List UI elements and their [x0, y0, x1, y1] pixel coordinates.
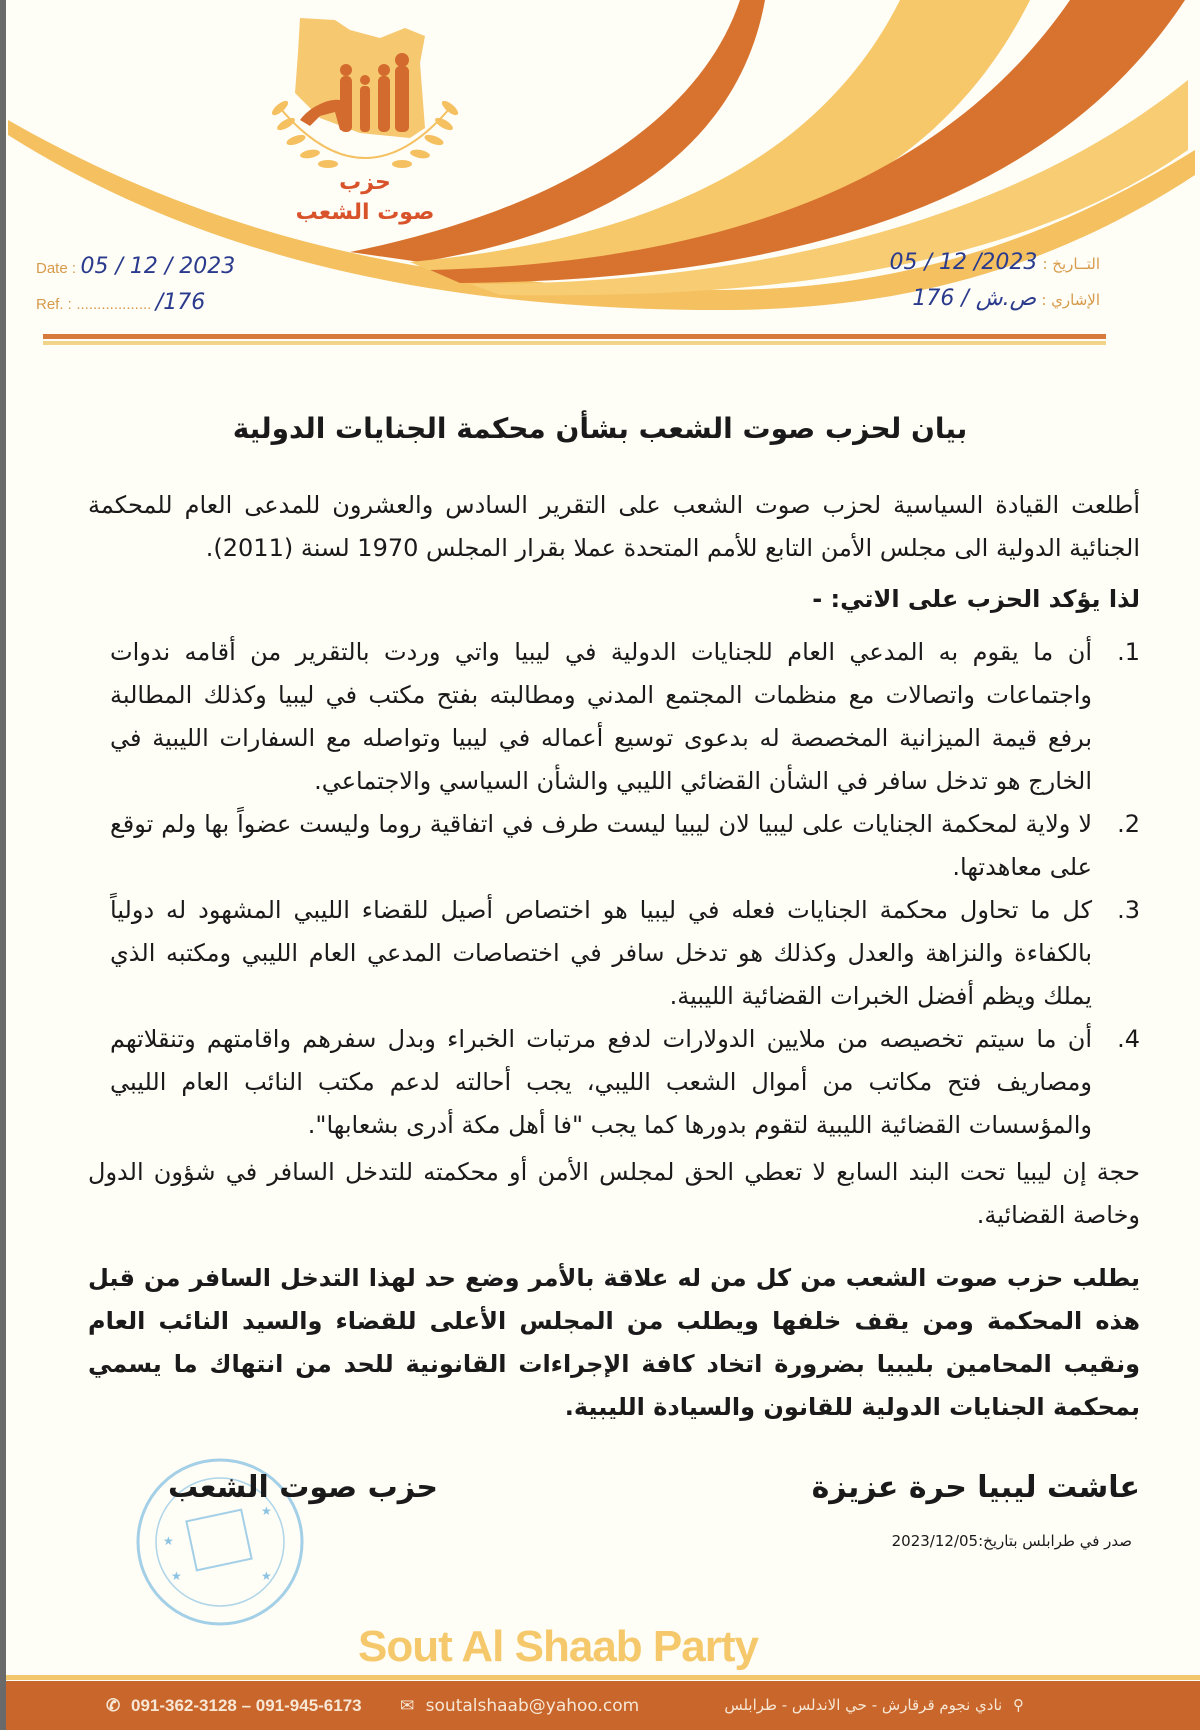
svg-text:★: ★ [261, 1569, 272, 1583]
point-number: 3. [1117, 896, 1140, 924]
date-label-ar: التــاريخ : [1042, 255, 1100, 273]
ref-dots-en: .................. [76, 296, 152, 313]
point-number: 2. [1117, 810, 1140, 838]
address-text: نادي نجوم قرقارش - حي الاندلس - طرابلس [724, 1696, 1003, 1714]
ref-label-ar: الإشاري : [1041, 291, 1100, 309]
footer-bar [6, 1681, 1200, 1730]
statement-title: بيان لحزب صوت الشعب بشأن محكمة الجنايات الدولية [232, 411, 968, 445]
brand-english [0, 1622, 1200, 1672]
meta-english [36, 254, 235, 326]
phone-icon: ✆ [106, 1696, 121, 1715]
location-pin-icon: ⚲ [1013, 1696, 1024, 1714]
points-list [88, 631, 1140, 1147]
ref-label-en: Ref. : [36, 296, 72, 313]
list-item [88, 889, 1140, 1018]
slogan: عاشت ليبيا حرة عزيزة [811, 1470, 1140, 1505]
point-text: أن ما يقوم به المدعي العام للجنايات الدولية في ليبيا واتي وردت بالتقرير من أقامه ندوات واجتماعات واتصالات مع منظمات المجتمع المدني ومطالبته بفتح مكتب في ليبيا وكذلك المطالبة برفع قيمة الميزانية المخصصة له بدعوى توسيع أعماله في ليبيا وتواصله مع السفارات الليبية في الخارج هو تدخل سافر في الشأن القضائي الليبي والشأن السياسي والاجتماعي. [110, 638, 1092, 795]
footer-stripe [6, 1675, 1200, 1680]
lead-heading: لذا يؤكد الحزب على الاتي: - [812, 585, 1140, 613]
envelope-icon: ✉ [400, 1696, 415, 1716]
point-text: أن ما سيتم تخصيصه من ملايين الدولارات لدفع مرتبات الخبراء وبدل سفرهم واقامتهم وتنقلاتهم ومصاريف فتح مكاتب من أموال الشعب الليبي، يجب أحالته لدعم مكتب النائب العام الليبي والمؤسسات القضائية الليبية لتقوم بدورها كما يجب "فا أهل مكة أدرى بشعابها". [110, 1025, 1092, 1139]
footer-address [724, 1696, 1030, 1714]
point-text: كل ما تحاول محكمة الجنايات فعله في ليبيا هو اختصاص أصيل للقضاء الليبي المشهود له دولياً بالكفاءة والنزاهة والعدل وكذلك هو تدخل سافر في اختصاصات المدعي العام الليبي ومكتبه الذي يملك ويظم أفضل الخبرات القضائية الليبية. [110, 896, 1092, 1010]
date-value-en: 05 / 12 / 2023 [80, 254, 236, 279]
logo-party-word: حزب [339, 170, 391, 195]
point-number: 1. [1117, 638, 1140, 666]
statement-body [88, 484, 1140, 1429]
date-label-en: Date : [36, 260, 77, 277]
ref-value-ar: ص.ش / 176 [912, 286, 1037, 311]
date-row-ar [890, 250, 1100, 286]
brand-english-text: Sout Al Shaab Party [358, 1622, 758, 1671]
ref-row-en [36, 290, 235, 326]
phone-numbers: 091-362-3128 – 091-945-6173 [130, 1696, 362, 1715]
date-value-ar: 2023/ 12 / 05 [889, 250, 1038, 275]
demand-paragraph: يطلب حزب صوت الشعب من كل من له علاقة بالأمر وضع حد لهذا التدخل السافر من قبل هذه المحكمة ومن يقف خلفها ويطلب من المجلس الأعلى للقضاء والسيد النائب العام ونقيب المحامين بليبيا بضرورة اتخاد كافة الإجراءات القانونية للحد من انتهاك ما يسمي بمحكمة الجنايات الدولية للقانون والسيادة الليبية. [88, 1264, 1140, 1421]
footer-phones [100, 1696, 362, 1716]
footer-email [394, 1696, 639, 1716]
header-divider-gold [43, 341, 1106, 345]
list-item [88, 803, 1140, 889]
issued-date-line: صدر في طرابلس بتاريخ:2023/12/05 [891, 1532, 1132, 1550]
intro-paragraph: أطلعت القيادة السياسية لحزب صوت الشعب على التقرير السادس والعشرون للمدعى العام للمحكمة الجنائية الدولية الى مجلس الأمن التابع للأمم المتحدة عملا بقرار المجلس 1970 لسنة (2011). [88, 491, 1140, 562]
date-row-en [36, 254, 235, 290]
closing-paragraph: حجة إن ليبيا تحت البند السابع لا تعطي الحق لمجلس الأمن أو محكمته للتدخل السافر في شؤون الدول وخاصة القضائية. [88, 1158, 1140, 1229]
point-text: لا ولاية لمحكمة الجنايات على ليبيا لان ليبيا ليست طرف في اتفاقية روما وليست عضواً بها ولم توقع على معاهدتها. [110, 810, 1092, 881]
email-address: soutalshaab@yahoo.com [425, 1696, 640, 1716]
list-item [88, 631, 1140, 803]
party-signature: حزب صوت الشعب [168, 1470, 439, 1505]
list-item [88, 1018, 1140, 1147]
ref-row-ar [890, 286, 1100, 322]
svg-text:★: ★ [163, 1534, 174, 1548]
point-number: 4. [1117, 1025, 1140, 1053]
ref-value-en: /176 [155, 290, 206, 315]
svg-text:★: ★ [261, 1504, 272, 1518]
logo-party-name: صوت الشعب [295, 200, 435, 225]
header-divider-orange [43, 334, 1106, 339]
svg-text:★: ★ [171, 1569, 182, 1583]
meta-arabic [890, 250, 1100, 322]
